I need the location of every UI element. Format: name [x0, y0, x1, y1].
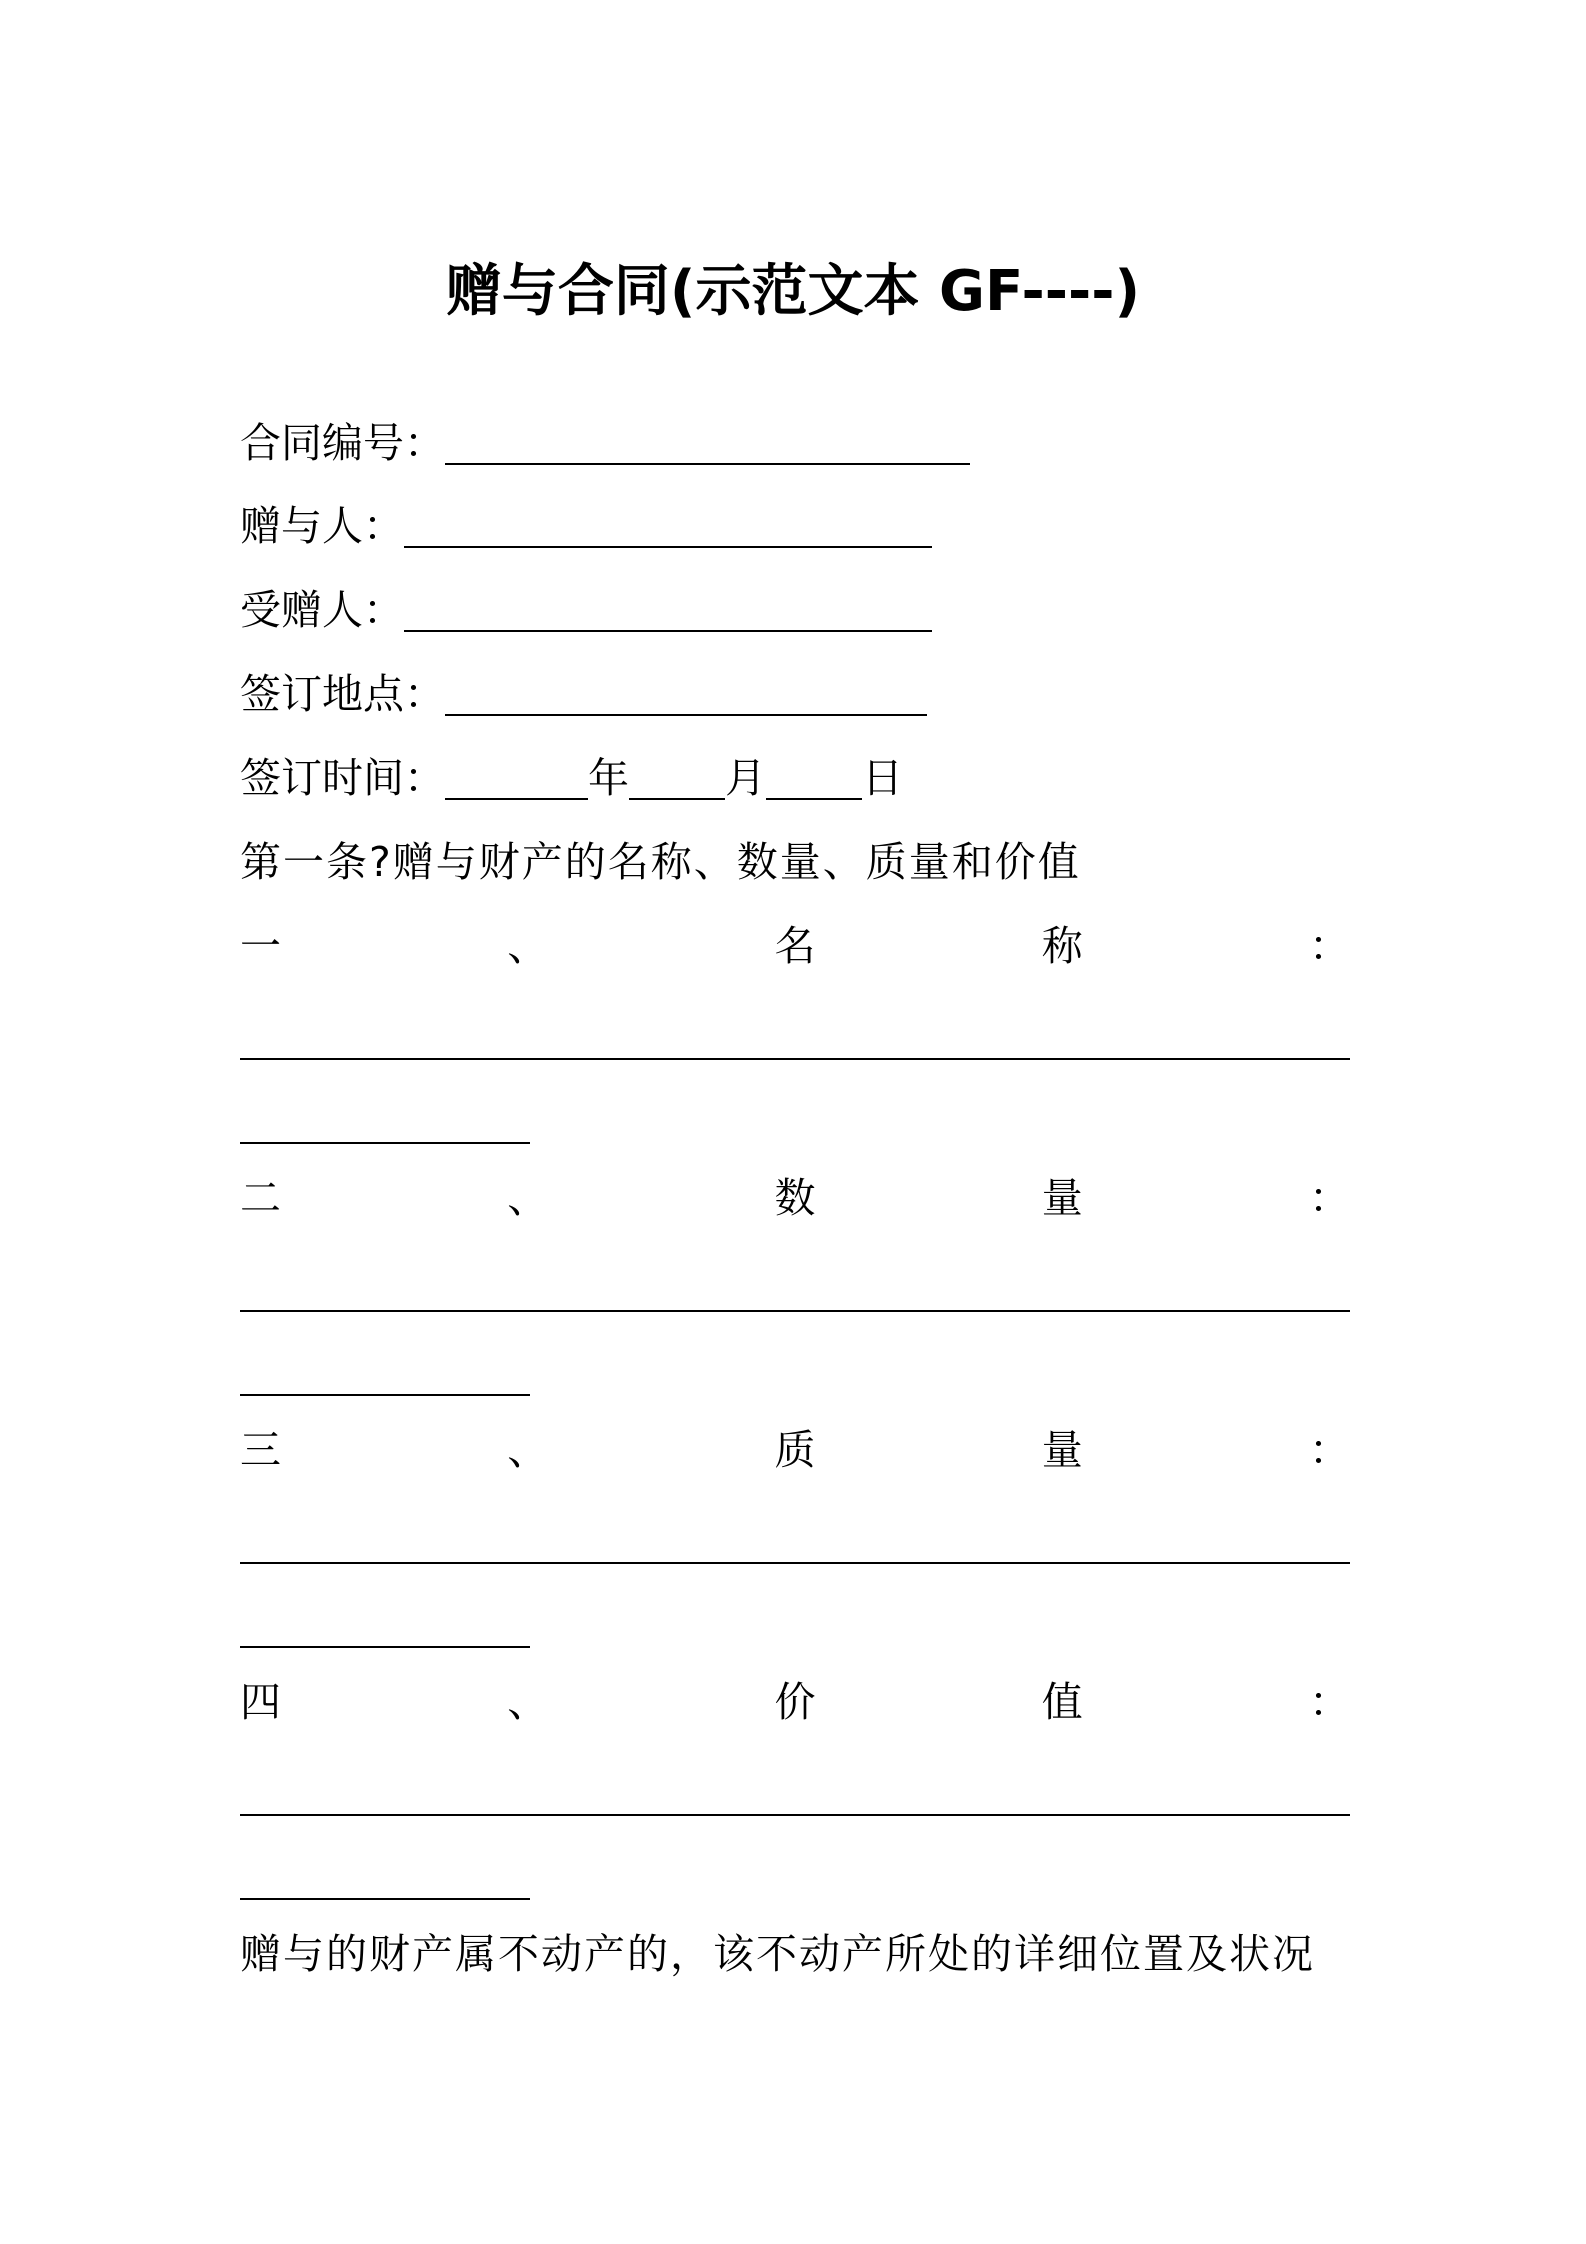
- item-colon: ：: [1309, 1678, 1350, 1726]
- item-colon: ：: [1309, 1426, 1350, 1474]
- day-blank[interactable]: [766, 752, 862, 800]
- item-quantity-row: [240, 1168, 1350, 1228]
- item-number: 二: [240, 1174, 281, 1222]
- item-name-row: [240, 916, 1350, 976]
- donor-blank[interactable]: [404, 500, 932, 548]
- signing-date-label: 签订时间：: [240, 754, 445, 802]
- month-blank[interactable]: [629, 752, 725, 800]
- item-value-blank-line-2[interactable]: [240, 1898, 530, 1900]
- signing-place-field: [240, 664, 927, 724]
- item-number: 一: [240, 922, 281, 970]
- item-separator: 、: [507, 1678, 549, 1726]
- donee-field: [240, 580, 932, 640]
- real-estate-note: 赠与的财产属不动产的，该不动产所处的详细位置及状况: [240, 1930, 1315, 1978]
- item-quality-blank-line[interactable]: [240, 1562, 1350, 1564]
- item-value-row: [240, 1672, 1350, 1732]
- signing-date-field: [240, 748, 903, 808]
- item-value-blank-line[interactable]: [240, 1814, 1350, 1816]
- item-quality-row: [240, 1420, 1350, 1480]
- day-label: 日: [862, 754, 903, 802]
- item-number: 四: [240, 1678, 281, 1726]
- item-char-2: 量: [1041, 1174, 1083, 1222]
- year-blank[interactable]: [445, 752, 588, 800]
- donor-field: [240, 496, 932, 556]
- contract-number-label: 合同编号：: [240, 419, 445, 467]
- signing-place-label: 签订地点：: [240, 670, 445, 718]
- donor-label: 赠与人：: [240, 502, 404, 550]
- item-quantity-blank-line[interactable]: [240, 1310, 1350, 1312]
- item-number: 三: [240, 1426, 281, 1474]
- contract-number-field: [240, 413, 970, 473]
- item-char-2: 量: [1041, 1426, 1083, 1474]
- item-name-blank-line[interactable]: [240, 1058, 1350, 1060]
- item-char-1: 价: [774, 1678, 816, 1726]
- contract-number-blank[interactable]: [445, 417, 970, 465]
- item-separator: 、: [507, 1426, 549, 1474]
- donee-label: 受赠人：: [240, 586, 404, 634]
- item-separator: 、: [507, 1174, 549, 1222]
- item-quality-blank-line-2[interactable]: [240, 1646, 530, 1648]
- document-title: 赠与合同(示范文本 GF----): [445, 259, 1141, 324]
- item-quantity-blank-line-2[interactable]: [240, 1394, 530, 1396]
- item-colon: ：: [1309, 1174, 1350, 1222]
- month-label: 月: [725, 754, 766, 802]
- item-char-1: 数: [774, 1174, 816, 1222]
- year-label: 年: [588, 754, 629, 802]
- item-colon: ：: [1309, 922, 1350, 970]
- item-char-1: 名: [774, 922, 816, 970]
- item-separator: 、: [507, 922, 549, 970]
- item-char-1: 质: [774, 1426, 816, 1474]
- item-char-2: 称: [1041, 922, 1083, 970]
- signing-place-blank[interactable]: [445, 668, 927, 716]
- donee-blank[interactable]: [404, 584, 932, 632]
- item-name-blank-line-2[interactable]: [240, 1142, 530, 1144]
- item-char-2: 值: [1041, 1678, 1083, 1726]
- article1-heading: 第一条?赠与财产的名称、数量、质量和价值: [240, 838, 1081, 886]
